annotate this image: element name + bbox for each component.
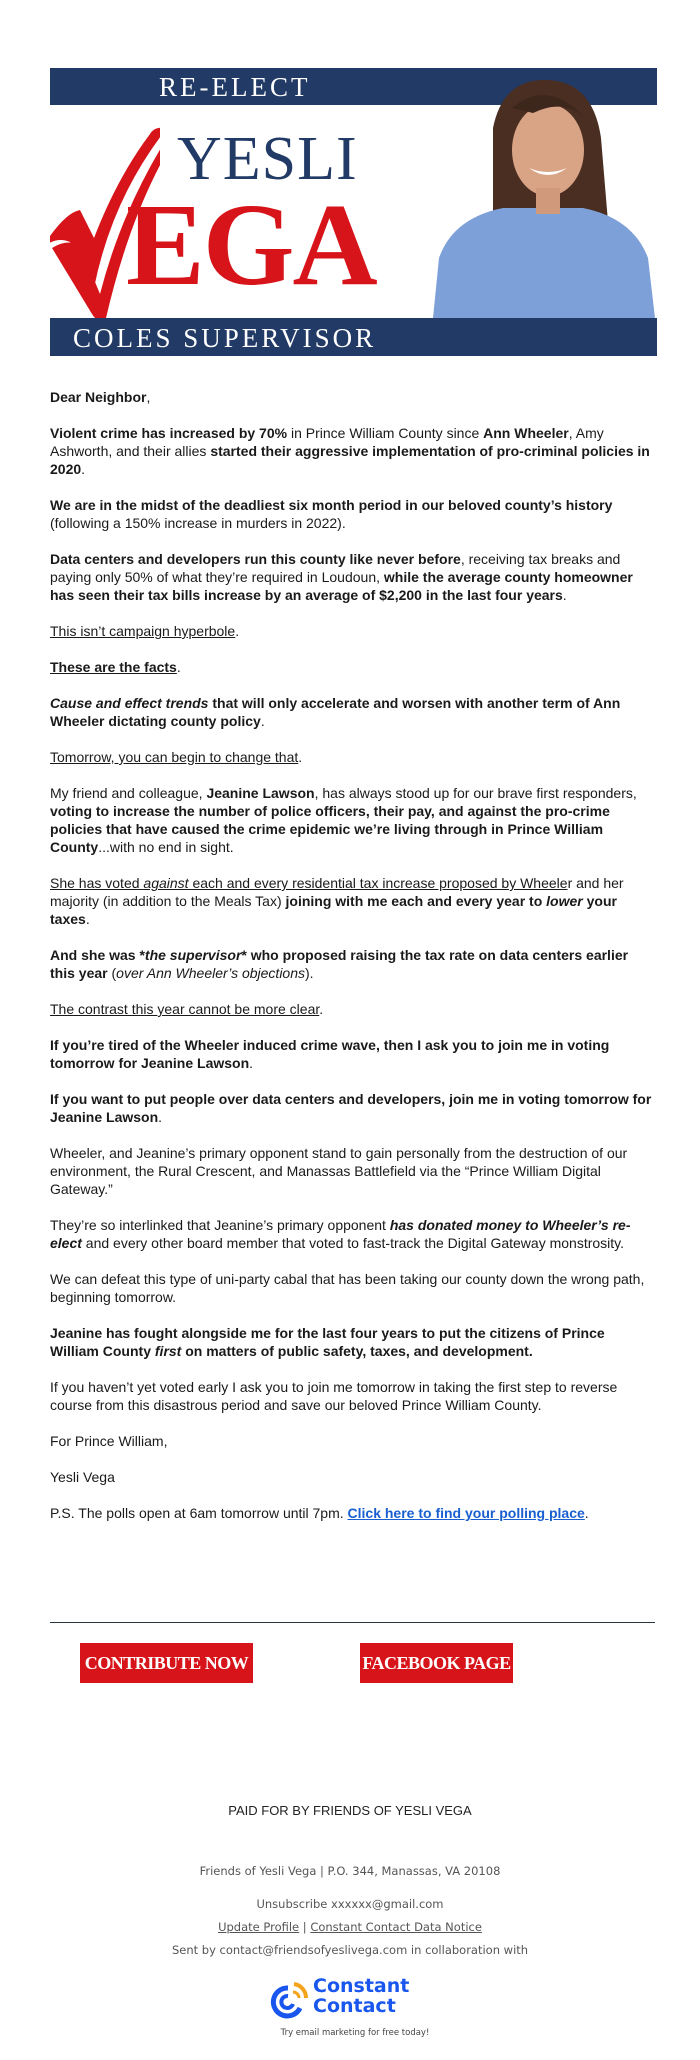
letter-paragraph [50,874,655,928]
letter-paragraph [50,1270,655,1306]
letter-text: P.S. The polls open at 6am tomorrow until 7pm. [50,1505,348,1521]
letter-paragraph [50,1144,655,1198]
letter-text: over Ann Wheeler’s objections [116,965,305,981]
letter-body [50,388,655,1540]
letter-text: . [81,461,86,477]
letter-text: against [143,875,189,891]
constant-contact-wordmark [313,1976,409,2016]
letter-text: . [562,587,567,603]
letter-text: Data centers and developers run this county like never before [50,551,461,567]
letter-text: r and her majority (in addition to the Meals Tax) [50,875,624,909]
constant-contact-logo[interactable] [270,1976,440,2046]
footer-separator: | [302,1920,307,1934]
letter-text: My friend and colleague, [50,785,207,801]
paid-for-disclaimer: PAID FOR BY FRIENDS OF YESLI VEGA [228,1803,472,1818]
letter-paragraph [50,388,655,406]
letter-text: , Amy Ashworth, and their allies [50,425,604,459]
letter-text: (following a 150% increase in murders in 2022). [50,515,346,531]
letter-text: and every other board member that voted to fast-track the Digital Gateway monstrosity. [81,1235,625,1251]
letter-paragraph [50,1000,655,1018]
letter-paragraph [50,1216,655,1252]
letter-text: We can defeat this type of uni-party cabal that has been taking our county down the wrong path, beginning tomorrow. [50,1271,645,1305]
footer-links [0,1920,700,1934]
letter-text: They’re so interlinked that Jeanine’s primary opponent [50,1217,390,1233]
letter-text: Jeanine has fought alongside me for the last four years to put the citizens of Prince William County [50,1325,605,1359]
letter-paragraph [50,622,655,640]
letter-text: ( [107,965,117,981]
letter-paragraph [50,694,655,730]
letter-paragraph [50,784,655,856]
letter-text: * who proposed raising the tax rate on data centers earlier this year [50,947,629,981]
letter-text: Jeanine Lawson [206,785,315,801]
divider [50,1622,655,1623]
footer-address: Friends of Yesli Vega | P.O. 344, Manassas, VA 20108 [199,1864,501,1878]
letter-paragraph [50,424,655,478]
letter-paragraph [50,1504,655,1522]
letter-paragraph [50,748,655,766]
unsubscribe-link[interactable]: Unsubscribe xxxxxx@gmail.com [256,1897,444,1911]
letter-paragraph [50,946,655,982]
letter-text: joining with me each and every year to [285,893,547,909]
letter-text: Violent crime has increased by 70% [50,425,288,441]
letter-text: If you haven’t yet voted early I ask you to join me tomorrow in taking the first step to reverse course from this disastrous period and save our beloved Prince William County. [50,1379,618,1413]
first-name: YESLI [177,125,358,193]
letter-paragraph [50,1036,655,1072]
letter-text: . [298,749,303,765]
letter-text: . [249,1055,254,1071]
letter-paragraph [50,496,655,532]
letter-text: ). [305,965,314,981]
letter-text: ...with no end in sight. [98,839,234,855]
letter-text: Tomorrow, you can begin to change that [50,749,299,765]
candidate-photo [433,68,657,318]
letter-text: . [584,1505,589,1521]
letter-text: And she was * [50,947,145,963]
letter-text: voting to increase the number of police officers, their pay, and against the pro-crime policies that have caused the crime epidemic we’re living through in Prince William County [50,803,610,855]
letter-text: Yesli Vega [50,1469,115,1485]
letter-text: . [158,1109,163,1125]
letter-text: while the average county homeowner has seen their tax bills increase by an average of $2,200 in the last four years [50,569,633,603]
letter-text: These are the facts [50,659,177,675]
letter-paragraph [50,1324,655,1360]
letter-text: Ann Wheeler [483,425,569,441]
letter-text: Wheeler, and Jeanine’s primary opponent stand to gain personally from the destruction of our environment, the Rural Crescent, and Manassas Battlefield via the “Prince William Digital Gateway.” [50,1145,628,1197]
last-name: EGA [126,179,376,310]
letter-paragraph [50,1090,655,1126]
letter-paragraph [50,1468,655,1486]
letter-text: on matters of public safety, taxes, and development. [181,1343,533,1359]
letter-text: that will only accelerate and worsen with another term of Ann Wheeler dictating county policy [50,695,621,729]
constant-contact-icon [270,1978,310,2022]
letter-paragraph [50,658,655,676]
re-elect-bar: RE-ELECT [50,68,657,105]
letter-text: If you want to put people over data centers and developers, join me in voting tomorrow for Jeanine Lawson [50,1091,652,1125]
letter-paragraph [50,1378,655,1414]
letter-text: For Prince William, [50,1433,168,1449]
letter-text: . [176,659,181,675]
footer-sent-by: Sent by contact@friendsofyeslivega.com in collaboration with [171,1943,529,1957]
update-profile-link[interactable]: Update Profile [218,1920,300,1934]
letter-text: This isn’t campaign hyperbole [50,623,236,639]
letter-text: , [146,389,151,405]
letter-text: in Prince William County since [287,425,484,441]
letter-text: The contrast this year cannot be more clear [50,1001,320,1017]
letter-text: . [235,623,240,639]
letter-text: She has voted [50,875,144,891]
office-bar: COLES SUPERVISOR [50,318,657,356]
letter-text: your taxes [50,893,617,927]
contribute-now-button[interactable]: CONTRIBUTE NOW [80,1643,253,1683]
letter-text: , has always stood up for our brave first responders, [314,785,637,801]
letter-text: first [154,1343,182,1359]
letter-text: Cause and effect trends [50,695,209,711]
facebook-page-button[interactable]: FACEBOOK PAGE [360,1643,513,1683]
letter-text: lower [546,893,583,909]
footer-unsubscribe [0,1897,700,1911]
campaign-banner [50,68,657,356]
data-notice-link[interactable]: Constant Contact Data Notice [310,1920,482,1934]
cc-line1: Constant [313,1975,410,1997]
polling-place-link[interactable]: Click here to find your polling place [347,1505,585,1521]
cc-line2: Contact [313,1995,396,2017]
letter-text: the supervisor [144,947,242,963]
letter-text: If you’re tired of the Wheeler induced crime wave, then I ask you to join me in voting tomorrow for Jeanine Lawson [50,1037,610,1071]
letter-text: Dear Neighbor [50,389,147,405]
letter-paragraph [50,1432,655,1450]
letter-text: each and every residential tax increase proposed by Wheele [188,875,568,891]
letter-text: We are in the midst of the deadliest six month period in our beloved county’s history [50,497,613,513]
letter-text: , receiving tax breaks and paying only 50% of what they’re required in Loudoun, [50,551,621,585]
letter-text: . [260,713,265,729]
letter-text: . [85,911,90,927]
cc-tagline: Try email marketing for free today! [280,2028,430,2038]
letter-text: has donated money to Wheeler’s re-elect [50,1217,631,1251]
letter-text: started their aggressive implementation of pro-criminal policies in 2020 [50,443,650,477]
letter-text: . [319,1001,324,1017]
letter-paragraph [50,550,655,604]
